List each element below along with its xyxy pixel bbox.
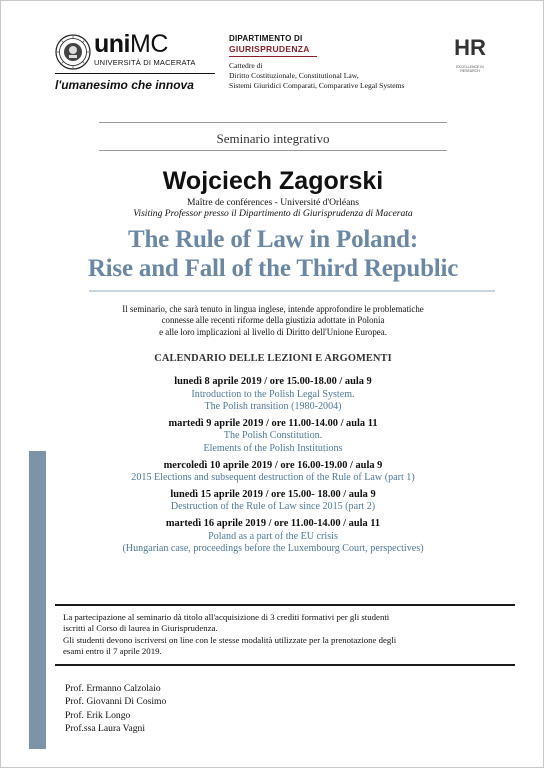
talk-title-line-1: The Rule of Law in Poland: [128, 226, 418, 253]
professor-name: Prof. Erik Longo [65, 709, 131, 721]
lesson-item [41, 460, 505, 485]
chairs-line: Cattedre di [229, 61, 263, 70]
speaker-role: Maître de conférences - Université d'Orléans [187, 197, 359, 208]
lesson-schedule [41, 376, 505, 560]
lesson-when: martedì 16 aprile 2019 / ore 11.00-14.00 / aula 11 [165, 517, 381, 529]
professor-name: Prof. Ermanno Calzolaio [65, 683, 161, 694]
intro-paragraph [41, 304, 505, 338]
lesson-when: mercoledì 10 aprile 2019 / ore 16.00-19.00 / aula 9 [163, 459, 383, 471]
department-line-1: DIPARTIMENTO DI [229, 34, 303, 43]
lesson-topic: Poland as a part of the EU crisis [208, 530, 338, 542]
brand-subtitle: UNIVERSITÀ DI MACERATA [94, 58, 196, 67]
credits-line: La partecipazione al seminario dà titolo all'acquisizione di 3 crediti formativi per gli studenti [63, 612, 390, 622]
decorative-side-bar [29, 451, 46, 749]
professor-name: Prof. Giovanni Di Cosimo [65, 696, 167, 708]
lesson-item [41, 376, 505, 414]
lesson-topic: Elements of the Polish Institutions [203, 442, 343, 454]
lesson-item [41, 489, 505, 514]
department-divider [229, 56, 317, 57]
chairs-list [229, 61, 479, 91]
lesson-when: martedì 9 aprile 2019 / ore 11.00-14.00 / aula 11 [168, 417, 378, 429]
lesson-topic: The Polish Constitution. [223, 430, 323, 442]
university-motto: l'umanesimo che innova [55, 78, 194, 92]
hr-logo-mark: HR [454, 35, 486, 60]
professor-name: Prof.ssa Laura Vagni [65, 723, 146, 735]
lesson-item [41, 518, 505, 556]
speaker-visiting-role: Visiting Professor presso il Dipartimento di Giurisprudenza di Macerata [133, 208, 413, 219]
title-underline [89, 290, 495, 292]
chairs-line: Diritto Costituzionale, Constitutional Law, [229, 71, 359, 80]
lesson-topic: Destruction of the Rule of Law since 2015 (part 2) [170, 501, 376, 513]
lesson-when: lunedì 8 aprile 2019 / ore 15.00-18.00 / aula 9 [174, 376, 372, 387]
intro-line: connesse alle recenti riforme della giustizia adottate in Polonia [161, 315, 385, 326]
university-seal-icon [55, 34, 91, 70]
professors-list [65, 682, 166, 736]
credits-line: iscritti al Corso di laurea in Giurisprudenza. [63, 623, 218, 634]
credits-line: esami entro il 7 aprile 2019. [63, 646, 162, 657]
department-name [229, 34, 310, 54]
seminar-rule-bottom [99, 150, 447, 151]
credits-line: Gli studenti devono iscriversi on line con le stesse modalità utilizzate per la prenotazione degli [63, 634, 397, 645]
hr-excellence-logo [451, 31, 489, 79]
intro-line: e alle loro implicazioni al livello di Diritto dell'Unione Europea. [159, 326, 387, 337]
calendar-heading: CALENDARIO DELLE LEZIONI E ARGOMENTI [154, 353, 392, 364]
lesson-topic: The Polish transition (1980-2004) [204, 401, 342, 413]
talk-title [1, 225, 544, 283]
seminar-label: Seminario integrativo [216, 131, 330, 146]
lesson-when: lunedì 15 aprile 2019 / ore 15.00- 18.00 / aula 9 [170, 488, 376, 500]
credits-notice [55, 604, 515, 666]
seminar-rule-top [99, 122, 447, 123]
lesson-topic: Introduction to the Polish Legal System. [191, 388, 355, 400]
lesson-item [41, 418, 505, 456]
intro-line: Il seminario, che sarà tenuto in lingua inglese, intende approfondire le problematiche [122, 304, 424, 314]
chairs-line: Sistemi Giuridici Comparati, Comparative Legal Systems [229, 81, 405, 90]
talk-title-line-2: Rise and Fall of the Third Republic [87, 255, 459, 282]
speaker-name: Wojciech Zagorski [162, 167, 384, 195]
hr-logo-caption: EXCELLENCE IN RESEARCH [456, 65, 484, 73]
lesson-topic: 2015 Elections and subsequent destruction of the Rule of Law (part 1) [131, 472, 415, 484]
lesson-topic: (Hungarian case, proceedings before the Luxembourg Court, perspectives) [122, 543, 424, 555]
brand-wordmark: uniMC [94, 30, 168, 58]
header-divider [55, 73, 215, 74]
department-line-2: GIURISPRUDENZA [229, 44, 310, 54]
university-brand [94, 31, 214, 67]
